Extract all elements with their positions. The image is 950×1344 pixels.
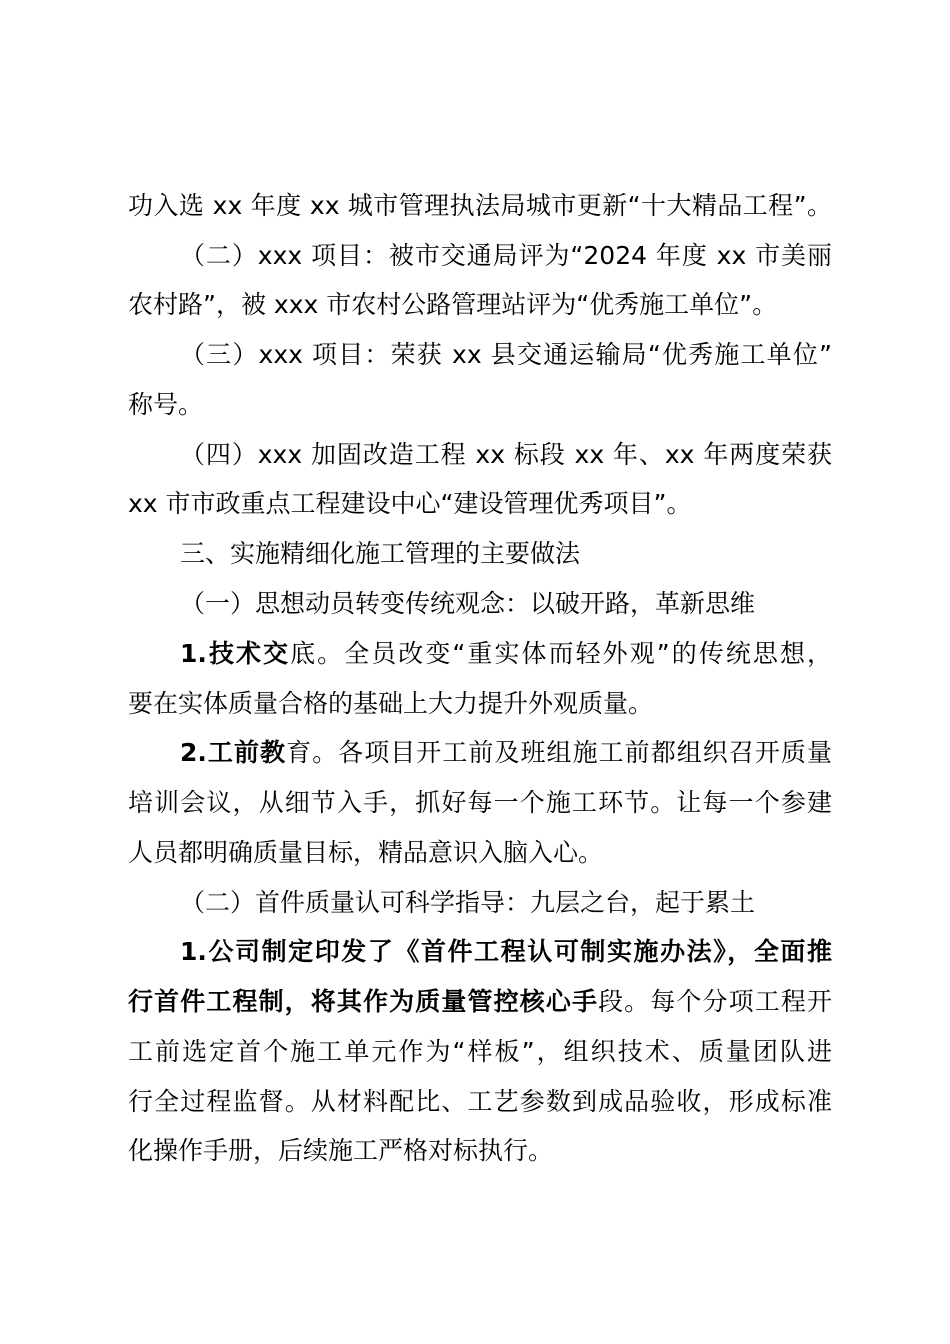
line-text: 段。每个分项工程开 bbox=[598, 987, 832, 1016]
line-text: 工前选定首个施工单元作为“样板”，组织技术、质量团队进 bbox=[128, 1037, 832, 1066]
line-text: （二）xxx 项目：被市交通局评为“2024 年度 xx 市美丽 bbox=[180, 241, 832, 270]
line-text: 农村路”，被 xxx 市农村公路管理站评为“优秀施工单位”。 bbox=[128, 290, 778, 319]
bold-lead: 1.公司制定印发了《首件工程认可制实施办法》，全面推 bbox=[180, 937, 832, 966]
paragraph-line bbox=[180, 238, 832, 274]
paragraph-line bbox=[128, 984, 832, 1020]
section-heading bbox=[180, 536, 580, 572]
subsection-heading bbox=[180, 885, 755, 921]
paragraph-line bbox=[180, 337, 832, 373]
paragraph-line bbox=[128, 287, 777, 323]
paragraph-line bbox=[128, 486, 691, 522]
line-text: 人员都明确质量目标，精品意识入脑入心。 bbox=[128, 838, 604, 867]
bold-lead: 2.工前教 bbox=[180, 738, 287, 767]
line-text: （三）xxx 项目：荣获 xx 县交通运输局“优秀施工单位” bbox=[180, 340, 832, 369]
bold-lead: 行首件工程制，将其作为质量管控核心手 bbox=[128, 987, 599, 1016]
paragraph-line bbox=[180, 735, 832, 771]
paragraph-line bbox=[128, 785, 832, 821]
paragraph-line bbox=[128, 1034, 832, 1070]
paragraph-line bbox=[128, 686, 653, 722]
line-text: 育。各项目开工前及班组施工前都组织召开质量 bbox=[286, 738, 832, 767]
line-text: 培训会议，从细节入手，抓好每一个施工环节。让每一个参建 bbox=[128, 788, 832, 817]
paragraph-line bbox=[180, 636, 832, 672]
line-text: 行全过程监督。从材料配比、工艺参数到成品验收，形成标准 bbox=[128, 1087, 832, 1116]
line-text: 功入选 xx 年度 xx 城市管理执法局城市更新“十大精品工程”。 bbox=[128, 191, 832, 220]
line-text: xx 市市政重点工程建设中心“建设管理优秀项目”。 bbox=[128, 489, 692, 518]
paragraph-line bbox=[180, 934, 832, 970]
bold-lead: 1.技术交 bbox=[180, 639, 291, 668]
line-text: 要在实体质量合格的基础上大力提升外观质量。 bbox=[128, 689, 654, 718]
paragraph-line bbox=[128, 1084, 832, 1120]
paragraph-line bbox=[128, 188, 832, 224]
line-text: 称号。 bbox=[128, 390, 204, 419]
paragraph-line bbox=[128, 835, 603, 871]
line-text: （四）xxx 加固改造工程 xx 标段 xx 年、xx 年两度荣获 bbox=[180, 440, 832, 469]
paragraph-line bbox=[128, 387, 203, 423]
line-text: 化操作手册，后续施工严格对标执行。 bbox=[128, 1136, 554, 1165]
line-text: 底。全员改变“重实体而轻外观”的传统思想， bbox=[290, 639, 832, 668]
subsection-heading bbox=[180, 586, 755, 622]
heading-text: （一）思想动员转变传统观念：以破开路，革新思维 bbox=[180, 589, 756, 618]
paragraph-line bbox=[180, 437, 832, 473]
heading-text: （二）首件质量认可科学指导：九层之台，起于累土 bbox=[180, 888, 756, 917]
paragraph-line bbox=[128, 1133, 553, 1169]
heading-text: 三、实施精细化施工管理的主要做法 bbox=[180, 539, 581, 568]
